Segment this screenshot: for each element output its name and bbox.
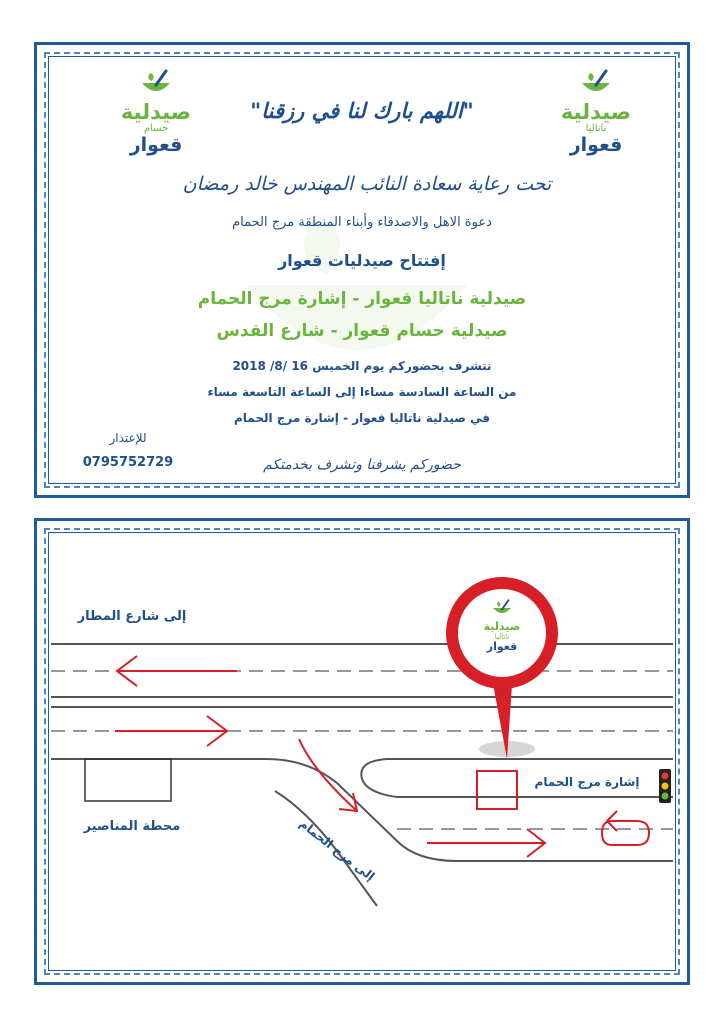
logo-natalia [531, 69, 661, 156]
pin-logo-name: قعوار [486, 640, 518, 653]
pin-logo-sub: ناتاليا [494, 633, 510, 641]
map-card [34, 518, 690, 985]
rsvp-label: للإعتذار [109, 431, 147, 445]
pin-logo-pharmacy: صيدلية [483, 620, 521, 633]
traffic-light-icon [659, 769, 671, 803]
invitation-card [34, 42, 690, 498]
logo-sub-word: حسام [143, 123, 169, 134]
arrow-curve-icon [299, 739, 357, 811]
map-drawing [37, 521, 687, 982]
logo-name-word: قعوار [129, 134, 183, 156]
patronage-text: تحت رعاية سعادة النائب المهندس خالد رمضان [182, 173, 552, 195]
marj-road-label: إلى مرج الحمام [296, 816, 378, 884]
branch1-text: صيدلية ناتاليا قعوار - إشارة مرج الحمام [197, 289, 527, 309]
branch2-text: صيدلية حسام قعوار - شارع القدس [216, 321, 508, 341]
mortar-leaf-icon [576, 69, 616, 97]
logo-name-word: قعوار [569, 134, 623, 156]
station-box [85, 759, 171, 801]
pin-logo [437, 599, 567, 669]
signal-label: إشارة مرج الحمام [534, 775, 640, 789]
invitation-text: دعوة الاهل والاصدقاء وأبناء المنطقة مرج الحمام [232, 215, 492, 230]
logo-pharmacy-word: صيدلية [560, 100, 632, 124]
u-turn-icon [602, 811, 649, 845]
opening-title: إفتتاح صيدليات قعوار [278, 251, 446, 270]
station-label: محطة المناصير [83, 819, 181, 834]
arrow-right-icon [115, 716, 227, 746]
mortar-leaf-icon [489, 599, 515, 617]
arrow-left-icon [117, 656, 237, 686]
logo-pharmacy-word: صيدلية [120, 100, 192, 124]
arrow-right-lower-icon [427, 829, 545, 857]
mortar-leaf-icon [136, 69, 176, 97]
closing-text: حضوركم يشرفنا وتشرف بخدمتكم [263, 457, 461, 473]
time-text: من الساعة السادسة مساءا إلى الساعة التاسعة مساء [207, 385, 517, 399]
logo-sub-word: ناتاليا [585, 123, 607, 134]
place-text: في صيدلية ناتاليا قعوار - إشارة مرج الحمام [233, 411, 490, 425]
airport-road-label: إلى شارع المطار [77, 609, 187, 624]
blessing-text: "اللهم بارك لنا في رزقنا" [250, 99, 474, 123]
pharmacy-location-box [477, 771, 517, 809]
date-text: نتشرف بحضوركم يوم الخميس 16 /8/ 2018 [232, 359, 492, 373]
rsvp-phone: 0795752729 [82, 455, 174, 470]
